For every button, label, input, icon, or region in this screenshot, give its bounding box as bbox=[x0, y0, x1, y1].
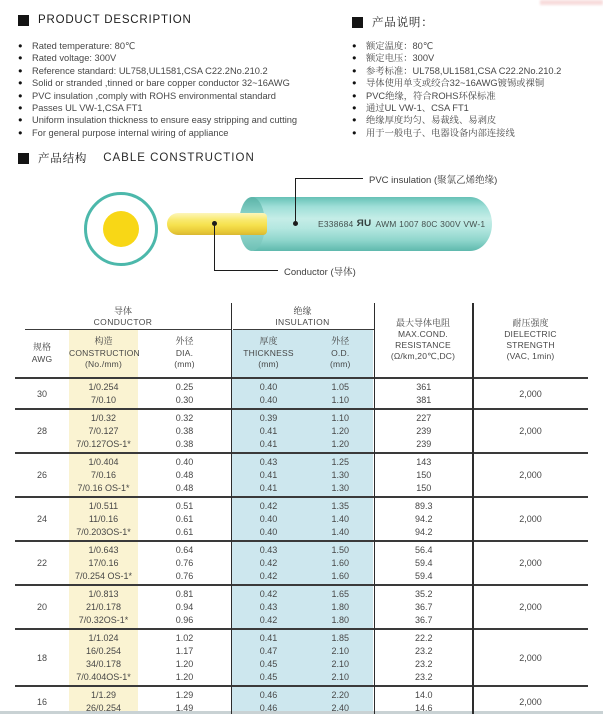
cell-od bbox=[306, 456, 375, 495]
value-line: 1.65 bbox=[331, 588, 350, 599]
table-row bbox=[15, 452, 588, 496]
value-line: 1/1.29 bbox=[90, 689, 117, 700]
cell-dielectric: 2,000 bbox=[519, 696, 542, 707]
cell-awg: 18 bbox=[36, 652, 47, 663]
value-line: 0.43 bbox=[259, 456, 278, 467]
cell-od bbox=[306, 500, 375, 539]
insulation-label: PVC insulation (聚氯乙烯绝缘) bbox=[369, 175, 498, 186]
value-line: 0.46 bbox=[259, 689, 278, 700]
list-item bbox=[352, 52, 603, 64]
cell-thickness bbox=[231, 632, 306, 684]
value-line: 36.7 bbox=[414, 614, 433, 625]
value-line: 11/0.16 bbox=[88, 513, 119, 524]
table-row bbox=[15, 584, 588, 628]
cell-dielectric: 2,000 bbox=[519, 652, 542, 663]
cell-awg: 30 bbox=[36, 388, 47, 399]
value-line: 7/0.16 OS-1* bbox=[77, 482, 130, 493]
value-line: 1.20 bbox=[331, 438, 350, 449]
value-line: 94.2 bbox=[414, 513, 433, 524]
cell-thickness bbox=[231, 689, 306, 714]
value-line: 2.20 bbox=[331, 689, 350, 700]
value-line: 1.10 bbox=[331, 394, 350, 405]
list-item-text: PVC绝缘，符合ROHS环保标准 bbox=[366, 90, 496, 101]
list-item bbox=[18, 114, 318, 126]
list-item-text: Passes UL VW-1,CSA FT1 bbox=[32, 103, 143, 114]
list-item-text: Rated voltage: 300V bbox=[32, 53, 117, 64]
value-line: 0.51 bbox=[175, 500, 194, 511]
conductor-leader-line bbox=[214, 270, 278, 271]
cell-thickness bbox=[231, 588, 306, 627]
value-line: 0.40 bbox=[259, 394, 278, 405]
list-item-text: 通过UL VW-1、CSA FT1 bbox=[366, 103, 469, 114]
table-divider bbox=[374, 303, 376, 714]
value-line: 0.48 bbox=[175, 469, 194, 480]
cell-dia bbox=[138, 588, 231, 627]
value-line: 1/0.254 bbox=[88, 381, 119, 392]
bullet-icon: ● bbox=[352, 90, 357, 100]
value-line: 227 bbox=[416, 412, 432, 423]
cell-dielectric: 2,000 bbox=[519, 470, 542, 480]
cell-dielectric: 2,000 bbox=[519, 388, 542, 399]
value-line: 0.38 bbox=[175, 438, 194, 449]
value-line: 16/0.254 bbox=[85, 645, 122, 656]
bullet-icon: ● bbox=[352, 115, 357, 125]
list-item-text: For general purpose internal wiring of appliance bbox=[32, 127, 229, 138]
insulation-leader-line bbox=[295, 178, 363, 179]
value-line: 14.6 bbox=[414, 702, 433, 713]
cable-print-right: AWM 1007 80C 300V VW-1 bbox=[375, 218, 486, 229]
bullet-icon: ● bbox=[352, 103, 357, 113]
list-item-text: Rated temperature: 80℃ bbox=[32, 41, 136, 51]
value-line: 56.4 bbox=[414, 544, 433, 555]
table-row bbox=[15, 377, 588, 408]
table-row bbox=[15, 540, 588, 584]
cable-conductor-rod bbox=[167, 213, 267, 235]
value-line: 2.40 bbox=[331, 702, 350, 713]
cable-print-left: E338684 bbox=[318, 218, 354, 229]
bullet-icon: ● bbox=[352, 65, 357, 75]
value-line: 0.25 bbox=[175, 381, 194, 392]
cell-resistance bbox=[375, 689, 474, 714]
spec-table-header bbox=[15, 303, 588, 377]
table-divider bbox=[231, 303, 233, 714]
value-line: 1.25 bbox=[331, 456, 350, 467]
list-item-text: 用于一般电子、电器设备内部连接线 bbox=[366, 127, 515, 138]
value-line: 2.10 bbox=[331, 658, 350, 669]
value-line: 1.60 bbox=[331, 570, 350, 581]
table-row bbox=[15, 628, 588, 685]
list-item-text: 额定温度：80℃ bbox=[366, 41, 434, 51]
value-line: 1/0.404 bbox=[88, 456, 119, 467]
value-line: 7/0.10 bbox=[90, 394, 117, 405]
cell-construction bbox=[69, 412, 138, 451]
bullet-icon: ● bbox=[352, 78, 357, 88]
conductor-group-header bbox=[15, 306, 231, 328]
spec-table-body bbox=[15, 377, 588, 714]
value-line: 361 bbox=[416, 381, 432, 392]
bullet-icon: ● bbox=[18, 103, 23, 113]
cell-od bbox=[306, 381, 375, 407]
cell-dielectric: 2,000 bbox=[519, 426, 542, 436]
value-line: 1.35 bbox=[331, 500, 350, 511]
col-header-construction: 构造 CONSTRUCTION (No./mm) bbox=[69, 336, 140, 370]
value-line: 1.60 bbox=[331, 557, 350, 568]
value-line: 0.96 bbox=[175, 614, 194, 625]
cell-od bbox=[306, 689, 375, 714]
cell-construction bbox=[69, 456, 138, 495]
insulation-leader-line bbox=[295, 178, 296, 223]
value-line: 239 bbox=[416, 425, 432, 436]
list-item-text: Reference standard: UL758,UL1581,CSA C22.2No.210.2 bbox=[32, 65, 268, 76]
cable-construction-title-cn: 产品结构 bbox=[38, 153, 88, 165]
value-line: 0.39 bbox=[259, 412, 278, 423]
cell-awg: 16 bbox=[36, 696, 47, 707]
value-line: 7/0.32OS-1* bbox=[78, 614, 129, 625]
value-line: 1.30 bbox=[331, 469, 350, 480]
list-item bbox=[352, 65, 603, 77]
cell-thickness bbox=[231, 544, 306, 583]
cell-awg: 20 bbox=[36, 602, 47, 612]
list-item-text: 导体使用单支或绞合32~16AWG镀锡或裸铜 bbox=[366, 78, 545, 89]
cell-construction bbox=[69, 381, 138, 407]
value-line: 1.50 bbox=[331, 544, 350, 555]
list-item bbox=[352, 102, 603, 114]
value-line: 17/0.16 bbox=[88, 557, 119, 568]
insulation-group-cn: 绝缘 bbox=[293, 306, 312, 316]
cell-awg: 22 bbox=[36, 558, 47, 568]
value-line: 7/0.203OS-1* bbox=[76, 526, 131, 537]
bullet-icon: ● bbox=[18, 41, 23, 50]
value-line: 23.2 bbox=[414, 671, 433, 682]
cell-awg: 24 bbox=[36, 514, 47, 524]
cell-thickness bbox=[231, 456, 306, 495]
list-item bbox=[18, 65, 318, 77]
ul-mark-icon: ЯU bbox=[357, 218, 372, 229]
list-item bbox=[352, 90, 603, 102]
value-line: 1.20 bbox=[175, 671, 194, 682]
conductor-group-en: CONDUCTOR bbox=[93, 317, 153, 327]
table-row bbox=[15, 496, 588, 540]
bullet-icon: ● bbox=[18, 90, 23, 100]
value-line: 0.41 bbox=[259, 425, 278, 436]
value-line: 0.40 bbox=[259, 526, 278, 537]
product-description-list-cn bbox=[352, 40, 603, 139]
col-header-dia: 外径 DIA. (mm) bbox=[174, 336, 195, 370]
list-item bbox=[18, 40, 318, 52]
value-line: 0.40 bbox=[175, 456, 194, 467]
value-line: 0.43 bbox=[259, 601, 278, 612]
product-description-title-cn: 产品说明： bbox=[372, 17, 434, 29]
cell-resistance bbox=[375, 381, 474, 407]
cell-resistance bbox=[375, 544, 474, 583]
cell-dia bbox=[138, 381, 231, 407]
product-description-title-en: PRODUCT DESCRIPTION bbox=[38, 14, 192, 26]
product-description-header-cn bbox=[352, 14, 434, 30]
value-line: 0.41 bbox=[259, 482, 278, 493]
insulation-group-en: INSULATION bbox=[275, 317, 330, 327]
value-line: 14.0 bbox=[414, 689, 433, 700]
cell-od bbox=[306, 632, 375, 684]
list-item-text: 绝缘厚度均匀、易裁线、易剥皮 bbox=[366, 115, 497, 126]
list-item-text: PVC insulation ,comply with ROHS environmental standard bbox=[32, 90, 276, 101]
cell-od bbox=[306, 544, 375, 583]
value-line: 0.32 bbox=[175, 412, 194, 423]
cell-resistance bbox=[375, 500, 474, 539]
value-line: 1/0.511 bbox=[88, 500, 119, 511]
value-line: 0.61 bbox=[175, 513, 194, 524]
value-line: 36.7 bbox=[414, 601, 433, 612]
section-square-icon bbox=[18, 153, 29, 164]
value-line: 34/0.178 bbox=[85, 658, 122, 669]
list-item-text: Solid or stranded ,tinned or bare copper conductor 32~16AWG bbox=[32, 78, 290, 89]
col-header-awg: 规格 AWG bbox=[31, 342, 53, 364]
section-square-icon bbox=[18, 15, 29, 26]
value-line: 0.40 bbox=[259, 513, 278, 524]
value-line: 1/0.813 bbox=[88, 588, 119, 599]
bullet-icon: ● bbox=[18, 78, 23, 88]
value-line: 0.48 bbox=[175, 482, 194, 493]
value-line: 0.64 bbox=[175, 544, 194, 555]
spec-table bbox=[15, 303, 588, 714]
value-line: 1/0.643 bbox=[88, 544, 119, 555]
section-square-icon bbox=[352, 17, 363, 28]
value-line: 7/0.404OS-1* bbox=[76, 671, 131, 682]
value-line: 150 bbox=[416, 482, 432, 493]
value-line: 239 bbox=[416, 438, 432, 449]
value-line: 1.85 bbox=[331, 632, 350, 643]
value-line: 1.02 bbox=[175, 632, 194, 643]
table-row bbox=[15, 408, 588, 452]
list-item-text: Uniform insulation thickness to ensure easy stripping and cutting bbox=[32, 115, 298, 126]
table-divider bbox=[472, 303, 474, 714]
value-line: 0.46 bbox=[259, 702, 278, 713]
cell-construction bbox=[69, 500, 138, 539]
cell-thickness bbox=[231, 381, 306, 407]
value-line: 0.38 bbox=[175, 425, 194, 436]
bullet-icon: ● bbox=[18, 115, 23, 125]
value-line: 94.2 bbox=[414, 526, 433, 537]
value-line: 1.30 bbox=[331, 482, 350, 493]
value-line: 1.05 bbox=[331, 381, 350, 392]
cell-construction bbox=[69, 689, 138, 714]
value-line: 1.20 bbox=[175, 658, 194, 669]
value-line: 0.94 bbox=[175, 601, 194, 612]
bullet-icon: ● bbox=[18, 53, 23, 63]
value-line: 0.41 bbox=[259, 438, 278, 449]
bullet-icon: ● bbox=[18, 65, 23, 75]
value-line: 0.61 bbox=[175, 526, 194, 537]
product-description-header-en bbox=[18, 14, 192, 26]
value-line: 0.41 bbox=[259, 632, 278, 643]
cell-resistance bbox=[375, 412, 474, 451]
value-line: 0.42 bbox=[259, 500, 278, 511]
value-line: 1.10 bbox=[331, 412, 350, 423]
value-line: 0.42 bbox=[259, 614, 278, 625]
cell-dia bbox=[138, 500, 231, 539]
table-row bbox=[15, 685, 588, 714]
value-line: 7/0.254 OS-1* bbox=[74, 570, 133, 581]
cable-print-text bbox=[318, 218, 494, 229]
cable-cross-section-core bbox=[103, 211, 139, 247]
value-line: 1.17 bbox=[175, 645, 194, 656]
cell-dielectric: 2,000 bbox=[519, 514, 542, 524]
value-line: 381 bbox=[416, 394, 432, 405]
value-line: 7/0.127 bbox=[88, 425, 119, 436]
value-line: 0.41 bbox=[259, 469, 278, 480]
list-item bbox=[18, 77, 318, 89]
list-item bbox=[352, 77, 603, 89]
cable-construction-header bbox=[18, 150, 255, 166]
value-line: 23.2 bbox=[414, 645, 433, 656]
insulation-group-header bbox=[231, 306, 374, 328]
conductor-label: Conductor (导体) bbox=[284, 267, 356, 278]
cell-thickness bbox=[231, 500, 306, 539]
bullet-icon: ● bbox=[352, 127, 357, 137]
cell-resistance bbox=[375, 632, 474, 684]
product-description-list-en bbox=[18, 40, 318, 139]
cell-od bbox=[306, 412, 375, 451]
cell-construction bbox=[69, 632, 138, 684]
value-line: 1.40 bbox=[331, 513, 350, 524]
col-header-resistance: 最大导体电阻 MAX.COND. RESISTANCE (Ω/km,20℃,DC) bbox=[390, 318, 456, 361]
cell-dia bbox=[138, 544, 231, 583]
bullet-icon: ● bbox=[18, 127, 23, 137]
value-line: 35.2 bbox=[414, 588, 433, 599]
cable-construction-title-en: CABLE CONSTRUCTION bbox=[103, 152, 255, 164]
value-line: 0.76 bbox=[175, 570, 194, 581]
value-line: 22.2 bbox=[414, 632, 433, 643]
bullet-icon: ● bbox=[352, 41, 357, 50]
list-item-text: 额定电压：300V bbox=[366, 53, 435, 64]
value-line: 1.49 bbox=[175, 702, 194, 713]
list-item bbox=[352, 114, 603, 126]
cell-construction bbox=[69, 544, 138, 583]
list-item bbox=[18, 90, 318, 102]
value-line: 59.4 bbox=[414, 557, 433, 568]
page-edge-artifact bbox=[540, 0, 603, 5]
cell-thickness bbox=[231, 412, 306, 451]
value-line: 1.80 bbox=[331, 614, 350, 625]
cell-dia bbox=[138, 689, 231, 714]
value-line: 1/1.024 bbox=[88, 632, 119, 643]
value-line: 1.29 bbox=[175, 689, 194, 700]
value-line: 0.45 bbox=[259, 658, 278, 669]
value-line: 59.4 bbox=[414, 570, 433, 581]
cell-dia bbox=[138, 412, 231, 451]
cell-construction bbox=[69, 588, 138, 627]
cell-dia bbox=[138, 456, 231, 495]
value-line: 1.20 bbox=[331, 425, 350, 436]
col-header-dielectric: 耐压强度 DIELECTRIC STRENGTH (VAC, 1min) bbox=[504, 318, 557, 361]
col-header-thickness: 厚度 THICKNESS (mm) bbox=[243, 336, 294, 370]
value-line: 0.81 bbox=[175, 588, 194, 599]
list-item-text: 参考标准：UL758,UL1581,CSA C22.2No.210.2 bbox=[366, 65, 562, 76]
list-item bbox=[352, 40, 603, 52]
value-line: 1/0.32 bbox=[90, 412, 117, 423]
value-line: 2.10 bbox=[331, 671, 350, 682]
cell-resistance bbox=[375, 588, 474, 627]
value-line: 0.40 bbox=[259, 381, 278, 392]
value-line: 0.45 bbox=[259, 671, 278, 682]
col-header-od: 外径 O.D. (mm) bbox=[329, 336, 351, 370]
cell-resistance bbox=[375, 456, 474, 495]
list-item bbox=[18, 102, 318, 114]
value-line: 0.42 bbox=[259, 570, 278, 581]
conductor-group-cn: 导体 bbox=[113, 306, 132, 316]
value-line: 0.42 bbox=[259, 557, 278, 568]
value-line: 0.30 bbox=[175, 394, 194, 405]
value-line: 0.42 bbox=[259, 588, 278, 599]
value-line: 7/0.127OS-1* bbox=[76, 438, 131, 449]
bullet-icon: ● bbox=[352, 53, 357, 63]
value-line: 0.43 bbox=[259, 544, 278, 555]
value-line: 21/0.178 bbox=[85, 601, 122, 612]
value-line: 143 bbox=[416, 456, 432, 467]
value-line: 2.10 bbox=[331, 645, 350, 656]
value-line: 0.76 bbox=[175, 557, 194, 568]
cell-dielectric: 2,000 bbox=[519, 558, 542, 568]
list-item bbox=[18, 127, 318, 139]
conductor-leader-line bbox=[214, 225, 215, 271]
list-item bbox=[18, 52, 318, 64]
cell-dielectric: 2,000 bbox=[519, 602, 542, 612]
value-line: 1.80 bbox=[331, 601, 350, 612]
value-line: 23.2 bbox=[414, 658, 433, 669]
value-line: 0.47 bbox=[259, 645, 278, 656]
cell-od bbox=[306, 588, 375, 627]
list-item bbox=[352, 127, 603, 139]
value-line: 26/0.254 bbox=[85, 702, 122, 713]
cell-awg: 26 bbox=[36, 470, 47, 480]
value-line: 150 bbox=[416, 469, 432, 480]
cell-awg: 28 bbox=[36, 426, 47, 436]
value-line: 89.3 bbox=[414, 500, 433, 511]
cell-dia bbox=[138, 632, 231, 684]
value-line: 7/0.16 bbox=[90, 469, 117, 480]
value-line: 1.40 bbox=[331, 526, 350, 537]
